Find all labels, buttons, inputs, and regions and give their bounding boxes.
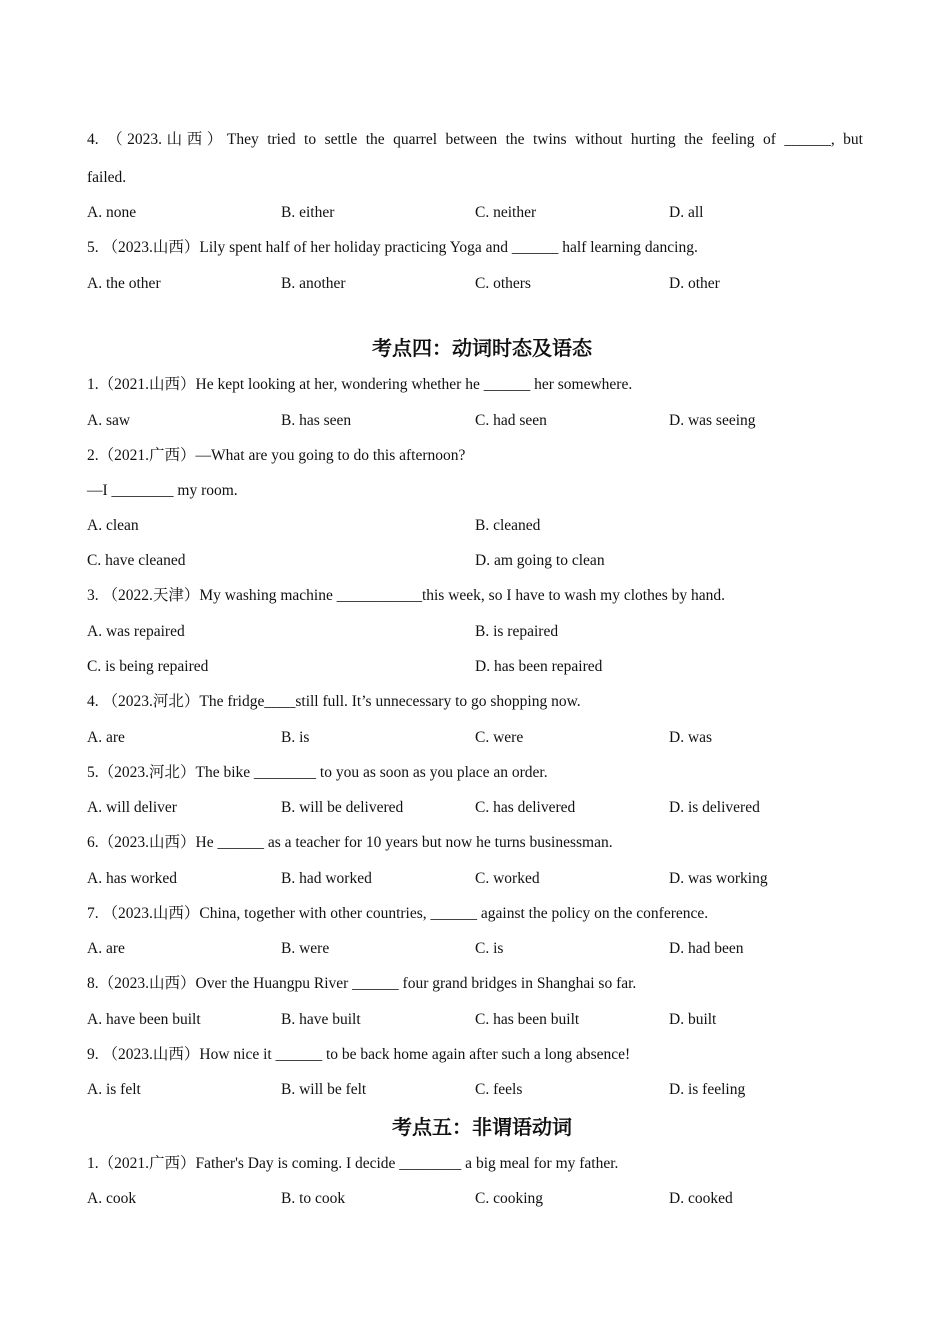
option-b: B. will be delivered [281, 799, 404, 816]
option-c: C. is being repaired [87, 658, 209, 675]
option-a: A. clean [87, 517, 139, 534]
option-a: A. is felt [87, 1081, 141, 1098]
option-c: C. has been built [475, 1011, 580, 1028]
option-d: D. was [669, 729, 713, 746]
question-stem: 1.（2021.山西）He kept looking at her, wondering whether he ______ her somewhere. [87, 376, 633, 393]
option-a: A. have been built [87, 1011, 201, 1028]
question-stem: 2.（2021.广西）—What are you going to do this afternoon? [87, 447, 466, 464]
option-b: B. have built [281, 1011, 361, 1028]
option-a: A. are [87, 729, 125, 746]
option-b: B. to cook [281, 1190, 346, 1207]
option-b: B. is [281, 729, 310, 746]
option-d: D. has been repaired [475, 658, 603, 675]
option-c: C. had seen [475, 412, 547, 429]
option-d: D. built [669, 1011, 717, 1028]
option-b: B. another [281, 275, 346, 292]
option-b: B. cleaned [475, 517, 541, 534]
option-a: A. the other [87, 275, 161, 292]
option-d: D. is feeling [669, 1081, 746, 1098]
question-stem-continued: failed. [87, 169, 127, 186]
question-stem: 7. （2023.山西）China, together with other countries, ______ against the policy on the conference. [87, 905, 709, 922]
option-d: D. is delivered [669, 799, 760, 816]
option-a: A. are [87, 940, 125, 957]
question-stem: 3. （2022.天津）My washing machine ___________this week, so I have to wash my clothes by hand. [87, 587, 725, 604]
option-d: D. other [669, 275, 720, 292]
option-a: A. was repaired [87, 623, 185, 640]
question-stem: 4. （2023.河北）The fridge____still full. It’s unnecessary to go shopping now. [87, 693, 581, 710]
option-b: B. is repaired [475, 623, 559, 640]
option-d: D. am going to clean [475, 552, 605, 569]
question-stem: 8.（2023.山西）Over the Huangpu River ______ four grand bridges in Shanghai so far. [87, 975, 637, 992]
option-a: A. cook [87, 1190, 137, 1207]
option-a: A. has worked [87, 870, 177, 887]
question-stem-continued: —I ________ my room. [87, 482, 238, 499]
option-c: C. worked [475, 870, 540, 887]
option-d: D. was seeing [669, 412, 756, 429]
option-d: D. was working [669, 870, 768, 887]
question-stem: 6.（2023.山西）He ______ as a teacher for 10 years but now he turns businessman. [87, 834, 613, 851]
option-c: C. have cleaned [87, 552, 186, 569]
option-b: B. had worked [281, 870, 372, 887]
option-c: C. others [475, 275, 531, 292]
option-c: C. cooking [475, 1190, 544, 1207]
question-stem: 1.（2021.广西）Father's Day is coming. I decide ________ a big meal for my father. [87, 1155, 619, 1172]
option-d: D. cooked [669, 1190, 733, 1207]
option-c: C. neither [475, 204, 537, 221]
option-a: A. none [87, 204, 137, 221]
option-b: B. either [281, 204, 335, 221]
option-c: C. were [475, 729, 524, 746]
section-heading: 考点四：动词时态及语态 [372, 336, 592, 360]
question-stem: 9. （2023.山西）How nice it ______ to be back home again after such a long absence! [87, 1046, 631, 1063]
option-c: C. is [475, 940, 504, 957]
question-stem: 4. （2023.山西）They tried to settle the quarrel between the twins without hurting the feeling of ______, but [87, 131, 863, 148]
option-c: C. has delivered [475, 799, 576, 816]
option-c: C. feels [475, 1081, 523, 1098]
option-b: B. will be felt [281, 1081, 367, 1098]
section-heading: 考点五：非谓语动词 [392, 1115, 572, 1139]
question-stem: 5.（2023.河北）The bike ________ to you as soon as you place an order. [87, 764, 548, 781]
option-b: B. were [281, 940, 330, 957]
question-stem: 5. （2023.山西）Lily spent half of her holiday practicing Yoga and ______ half learning dancing. [87, 239, 698, 256]
option-a: A. saw [87, 412, 131, 429]
option-b: B. has seen [281, 412, 352, 429]
option-d: D. had been [669, 940, 744, 957]
option-d: D. all [669, 204, 704, 221]
option-a: A. will deliver [87, 799, 177, 816]
